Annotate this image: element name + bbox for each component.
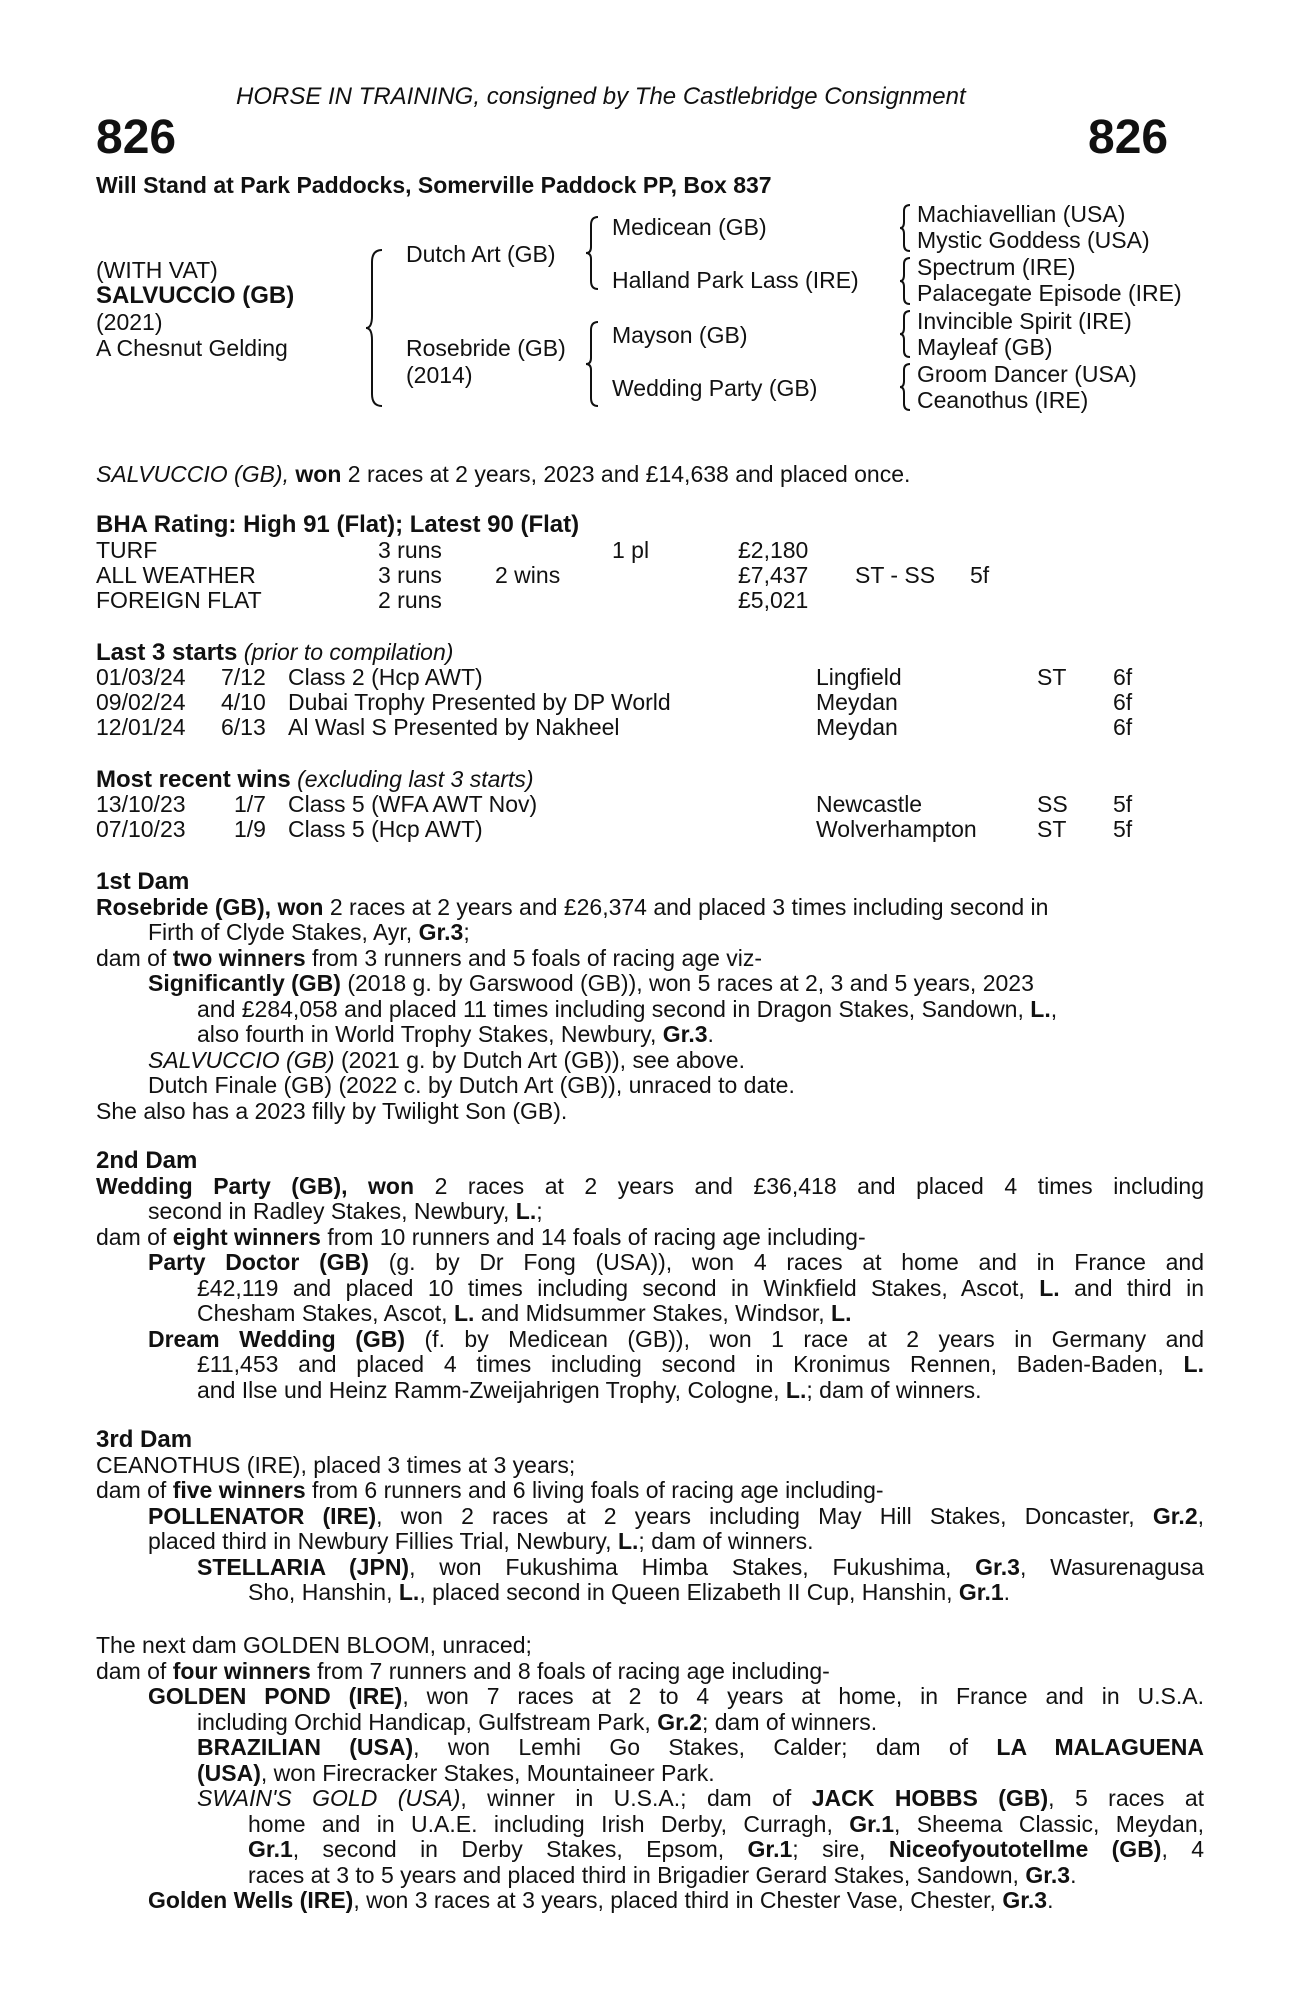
second-dam-name: Wedding Party (GB), bbox=[96, 1172, 348, 1199]
produce-record-cont: , won Firecracker Stakes, Mountaineer Park. bbox=[260, 1759, 715, 1786]
punct: . bbox=[1047, 1887, 1054, 1913]
produce-record: , won 2 races at 2 years including May Hill Stakes, Doncaster, bbox=[376, 1502, 1135, 1529]
punct: . bbox=[707, 1021, 714, 1047]
rating-distance: 5f bbox=[970, 562, 990, 588]
rating-runs: 2 runs bbox=[378, 587, 442, 613]
winners-count: eight winners bbox=[172, 1223, 321, 1250]
pedigree-sire-dam: Halland Park Lass (IRE) bbox=[612, 267, 859, 293]
produce-name: STELLARIA (JPN) bbox=[197, 1553, 410, 1580]
pedigree-g4: Palacegate Episode (IRE) bbox=[917, 280, 1182, 306]
start-distance: 6f bbox=[1113, 664, 1133, 690]
produce-record-cont: , placed second in Queen Elizabeth II Cup, Hanshin, bbox=[419, 1579, 953, 1605]
produce-name: Party Doctor (GB) bbox=[148, 1249, 369, 1275]
produce-record-cont: also fourth in World Trophy Stakes, Newbury, bbox=[197, 1021, 657, 1047]
produce-record: , won Fukushima Himba Stakes, Fukushima, bbox=[409, 1553, 952, 1580]
punct: ; bbox=[463, 919, 470, 945]
summary-horse-name: SALVUCCIO (GB), bbox=[96, 461, 289, 487]
pedigree-g2: Mystic Goddess (USA) bbox=[917, 227, 1150, 253]
grade-badge: Gr.1 bbox=[248, 1836, 293, 1862]
lot-number-left: 826 bbox=[96, 111, 177, 164]
win-course: Newcastle bbox=[816, 791, 923, 817]
start-date: 12/01/24 bbox=[96, 714, 186, 740]
vat-note: (WITH VAT) bbox=[96, 257, 218, 283]
produce-name: BRAZILIAN (USA) bbox=[197, 1734, 414, 1760]
winners-count: four winners bbox=[172, 1657, 311, 1684]
dam-of-label: dam of bbox=[96, 1657, 167, 1684]
pedigree-sire-sire: Medicean (GB) bbox=[612, 214, 767, 240]
produce-name: Golden Wells (IRE) bbox=[148, 1887, 354, 1913]
first-dam-record: 2 races at 2 years and £26,374 and placed 3 times including second in bbox=[329, 893, 1049, 920]
third-dam-record: CEANOTHUS (IRE), placed 3 times at 3 years; bbox=[96, 1451, 576, 1478]
produce-name: (USA) bbox=[197, 1759, 261, 1786]
grade-badge: L. bbox=[453, 1300, 475, 1326]
next-dam-record: The next dam GOLDEN BLOOM, unraced; bbox=[96, 1632, 532, 1658]
rating-runs: 3 runs bbox=[378, 562, 442, 588]
third-dam-section bbox=[96, 1427, 1204, 1606]
grade-badge: Gr.3 bbox=[418, 919, 464, 945]
second-dam-record-cont: second in Radley Stakes, Newbury, bbox=[148, 1198, 510, 1224]
rating-surface: FOREIGN FLAT bbox=[96, 587, 262, 613]
start-position: 6/13 bbox=[221, 714, 266, 740]
produce-name: SALVUCCIO (GB) bbox=[148, 1046, 335, 1073]
pedigree-sire: Dutch Art (GB) bbox=[406, 241, 556, 267]
produce-record-cont: , Sheema Classic, Meydan, bbox=[894, 1810, 1205, 1837]
win-going: ST bbox=[1037, 816, 1067, 842]
grade-badge: Gr.2 bbox=[657, 1708, 702, 1735]
produce-record-cont: £11,453 and placed 4 times including second in Kronimus Rennen, Baden-Baden, bbox=[197, 1351, 1164, 1377]
horse-year: (2021) bbox=[96, 309, 163, 335]
win-going: SS bbox=[1037, 791, 1068, 817]
produce-name: Niceofyoutotellme (GB) bbox=[888, 1836, 1162, 1862]
start-course: Lingfield bbox=[816, 664, 902, 690]
produce-name: GOLDEN POND (IRE) bbox=[148, 1683, 403, 1709]
pedigree-brace-g3 bbox=[898, 309, 916, 359]
produce-record: (g. by Dr Fong (USA)), won 4 races at home and in France and bbox=[388, 1249, 1205, 1275]
produce-record-cont: Chesham Stakes, Ascot, bbox=[197, 1300, 448, 1326]
dam-of-label: dam of bbox=[96, 1477, 167, 1503]
start-race: Al Wasl S Presented by Nakheel bbox=[288, 714, 620, 740]
next-dam-section bbox=[96, 1633, 1204, 1914]
foals-summary: from 6 runners and 6 living foals of racing age including- bbox=[312, 1477, 884, 1503]
winners-count: two winners bbox=[172, 944, 306, 971]
grade-badge: Gr.1 bbox=[849, 1810, 895, 1837]
start-course: Meydan bbox=[816, 689, 898, 715]
grade-badge: Gr.3 bbox=[1002, 1887, 1048, 1913]
produce-record-cont: and Ilse und Heinz Ramm-Zweijahrigen Trophy, Cologne, bbox=[197, 1376, 780, 1403]
grade-badge: Gr.3 bbox=[1025, 1861, 1071, 1888]
produce-note: She also has a 2023 filly by Twilight Son (GB). bbox=[96, 1097, 568, 1124]
produce-record-cont: , 4 bbox=[1161, 1836, 1205, 1862]
winners-count: five winners bbox=[172, 1477, 306, 1503]
pedigree-g6: Mayleaf (GB) bbox=[917, 334, 1053, 360]
produce-name: JACK HOBBS (GB) bbox=[811, 1785, 1049, 1811]
pedigree-dam-dam: Wedding Party (GB) bbox=[612, 375, 818, 401]
start-distance: 6f bbox=[1113, 689, 1133, 715]
produce-record: , won 3 races at 3 years, placed third in Chester Vase, Chester, bbox=[353, 1887, 996, 1913]
first-dam-won: won bbox=[277, 893, 324, 920]
punct: . bbox=[1003, 1579, 1011, 1605]
rating-title: BHA Rating: High 91 (Flat); Latest 90 (Flat) bbox=[96, 511, 580, 538]
pedigree-brace-g1 bbox=[898, 203, 916, 253]
recent-wins-note: (excluding last 3 starts) bbox=[297, 766, 534, 792]
start-race: Dubai Trophy Presented by DP World bbox=[288, 689, 671, 715]
produce-record: (f. by Medicean (GB)), won 1 race at 2 years in Germany and bbox=[424, 1325, 1205, 1352]
punct: , bbox=[1050, 995, 1058, 1022]
produce-record-cont: placed third in Newbury Fillies Trial, Newbury, bbox=[148, 1528, 612, 1554]
grade-badge: L. bbox=[515, 1198, 537, 1224]
punct: . bbox=[1070, 1861, 1077, 1888]
produce-record-cont: including Orchid Handicap, Gulfstream Park, bbox=[197, 1708, 651, 1735]
produce-record-cont: , 5 races at bbox=[1048, 1785, 1205, 1811]
produce-entry: Dutch Finale (GB) (2022 c. by Dutch Art (GB)), unraced to date. bbox=[148, 1072, 795, 1098]
rating-money: £7,437 bbox=[738, 562, 809, 588]
punct: ; bbox=[536, 1198, 543, 1224]
punct: , bbox=[1197, 1502, 1205, 1529]
last-starts-heading bbox=[96, 640, 453, 665]
grade-badge: L. bbox=[785, 1376, 807, 1403]
second-dam-heading: 2nd Dam bbox=[96, 1147, 198, 1174]
start-position: 4/10 bbox=[221, 689, 266, 715]
grade-badge: Gr.1 bbox=[747, 1836, 793, 1862]
produce-record-cont: home and in U.A.E. including Irish Derby, Curragh, bbox=[248, 1810, 833, 1837]
rating-placed: 1 pl bbox=[612, 537, 650, 563]
win-date: 13/10/23 bbox=[96, 791, 186, 817]
foals-summary: from 3 runners and 5 foals of racing age viz- bbox=[312, 944, 763, 971]
produce-record: (2021 g. by Dutch Art (GB)), see above. bbox=[341, 1046, 745, 1073]
summary-won: won bbox=[295, 461, 342, 487]
foals-summary: from 7 runners and 8 foals of racing age including- bbox=[317, 1657, 830, 1684]
win-date: 07/10/23 bbox=[96, 816, 186, 842]
first-dam-heading: 1st Dam bbox=[96, 868, 190, 895]
produce-record-cont: Sho, Hanshin, bbox=[248, 1579, 393, 1605]
produce-record-cont: ; dam of winners. bbox=[638, 1528, 814, 1554]
produce-record: (2018 g. by Garswood (GB)), won 5 races at 2, 3 and 5 years, 2023 bbox=[347, 970, 1034, 996]
win-race: Class 5 (WFA AWT Nov) bbox=[288, 791, 538, 817]
produce-name: POLLENATOR (IRE) bbox=[148, 1502, 377, 1529]
rating-surface: ALL WEATHER bbox=[96, 562, 256, 588]
pedigree-g7: Groom Dancer (USA) bbox=[917, 361, 1137, 387]
rating-going: ST - SS bbox=[855, 562, 936, 588]
produce-name: SWAIN'S GOLD (USA) bbox=[197, 1785, 461, 1811]
start-course: Meydan bbox=[816, 714, 898, 740]
rating-runs: 3 runs bbox=[378, 537, 442, 563]
grade-badge: L. bbox=[1030, 995, 1051, 1022]
start-date: 09/02/24 bbox=[96, 689, 186, 715]
recent-wins-heading bbox=[96, 767, 534, 792]
produce-record-cont: and £284,058 and placed 11 times including second in Dragon Stakes, Sandown, bbox=[197, 995, 1024, 1022]
win-distance: 5f bbox=[1113, 816, 1133, 842]
rating-money: £5,021 bbox=[738, 587, 809, 613]
rating-wins: 2 wins bbox=[495, 562, 561, 588]
pedigree-g3: Spectrum (IRE) bbox=[917, 254, 1076, 280]
second-dam-won: won bbox=[368, 1172, 415, 1199]
grade-badge: L. bbox=[398, 1579, 420, 1605]
second-dam-record: 2 races at 2 years and £36,418 and placed 4 times including bbox=[434, 1172, 1205, 1199]
pedigree-g5: Invincible Spirit (IRE) bbox=[917, 308, 1132, 334]
start-going: ST bbox=[1037, 664, 1067, 690]
pedigree-brace-g2 bbox=[898, 256, 916, 306]
last-starts-note: (prior to compilation) bbox=[243, 639, 454, 665]
dam-of-label: dam of bbox=[96, 944, 167, 971]
start-race: Class 2 (Hcp AWT) bbox=[288, 664, 483, 690]
start-distance: 6f bbox=[1113, 714, 1133, 740]
horse-name: SALVUCCIO (GB) bbox=[96, 282, 295, 309]
pedigree-brace-dam bbox=[584, 320, 606, 408]
produce-record: , won 7 races at 2 to 4 years at home, in France and in U.S.A. bbox=[402, 1683, 1204, 1709]
race-summary bbox=[96, 462, 910, 487]
rating-surface: TURF bbox=[96, 537, 158, 563]
grade-badge: Gr.1 bbox=[958, 1579, 1004, 1605]
start-date: 01/03/24 bbox=[96, 664, 186, 690]
pedigree-dam-year: (2014) bbox=[406, 362, 473, 388]
produce-record-cont: ; sire, bbox=[792, 1836, 866, 1862]
win-distance: 5f bbox=[1113, 791, 1133, 817]
win-course: Wolverhampton bbox=[816, 816, 977, 842]
produce-record: , winner in U.S.A.; dam of bbox=[460, 1785, 792, 1811]
grade-badge: Gr.3 bbox=[662, 1021, 708, 1047]
last-starts-title: Last 3 starts bbox=[96, 639, 238, 666]
pedigree-g8: Ceanothus (IRE) bbox=[917, 387, 1089, 413]
first-dam-section bbox=[96, 869, 1204, 1124]
grade-badge: Gr.2 bbox=[1152, 1502, 1198, 1529]
pedigree-brace-sire bbox=[584, 215, 606, 291]
produce-record-cont: and third in bbox=[1074, 1274, 1204, 1301]
foals-summary: from 10 runners and 14 foals of racing age including- bbox=[327, 1223, 866, 1250]
first-dam-record-cont: Firth of Clyde Stakes, Ayr, bbox=[148, 919, 413, 945]
summary-rest: 2 races at 2 years, 2023 and £14,638 and placed once. bbox=[347, 461, 911, 487]
catalogue-subtitle: HORSE IN TRAINING, consigned by The Castlebridge Consignment bbox=[236, 83, 966, 110]
start-position: 7/12 bbox=[221, 664, 266, 690]
rating-money: £2,180 bbox=[738, 537, 809, 563]
grade-badge: L. bbox=[617, 1528, 639, 1554]
produce-record-cont: ; dam of winners. bbox=[806, 1376, 982, 1403]
horse-description: A Chesnut Gelding bbox=[96, 335, 288, 361]
produce-record: , won Lemhi Go Stakes, Calder; dam of bbox=[413, 1734, 969, 1760]
third-dam-heading: 3rd Dam bbox=[96, 1426, 193, 1453]
produce-name: LA MALAGUENA bbox=[996, 1734, 1205, 1760]
produce-record-cont: races at 3 to 5 years and placed third in Brigadier Gerard Stakes, Sandown, bbox=[248, 1861, 1019, 1888]
pedigree-dam: Rosebride (GB) bbox=[406, 335, 566, 361]
grade-badge: L. bbox=[1039, 1274, 1060, 1301]
dam-of-label: dam of bbox=[96, 1223, 167, 1250]
win-race: Class 5 (Hcp AWT) bbox=[288, 816, 483, 842]
grade-badge: L. bbox=[831, 1300, 852, 1326]
produce-name: Dream Wedding (GB) bbox=[148, 1325, 406, 1352]
produce-record-cont: , second in Derby Stakes, Epsom, bbox=[292, 1836, 725, 1862]
produce-record-cont: , Wasurenagusa bbox=[1019, 1553, 1204, 1580]
grade-badge: L. bbox=[1183, 1351, 1204, 1377]
location-line: Will Stand at Park Paddocks, Somerville Paddock PP, Box 837 bbox=[96, 172, 772, 198]
produce-record-cont: and Midsummer Stakes, Windsor, bbox=[480, 1300, 825, 1326]
win-position: 1/7 bbox=[234, 791, 266, 817]
win-position: 1/9 bbox=[234, 816, 266, 842]
produce-name: Significantly (GB) bbox=[148, 970, 341, 996]
pedigree-brace-g4 bbox=[898, 362, 916, 412]
grade-badge: Gr.3 bbox=[975, 1553, 1020, 1580]
produce-record-cont: ; dam of winners. bbox=[701, 1708, 878, 1735]
recent-wins-title: Most recent wins bbox=[96, 766, 291, 793]
produce-record-cont: £42,119 and placed 10 times including second in Winkfield Stakes, Ascot, bbox=[197, 1274, 1025, 1301]
lot-number-right: 826 bbox=[1088, 111, 1169, 164]
second-dam-section bbox=[96, 1148, 1204, 1403]
pedigree-dam-sire: Mayson (GB) bbox=[612, 322, 748, 348]
pedigree-g1: Machiavellian (USA) bbox=[917, 201, 1126, 227]
pedigree-brace-main bbox=[364, 248, 394, 408]
first-dam-name: Rosebride (GB), bbox=[96, 893, 272, 920]
